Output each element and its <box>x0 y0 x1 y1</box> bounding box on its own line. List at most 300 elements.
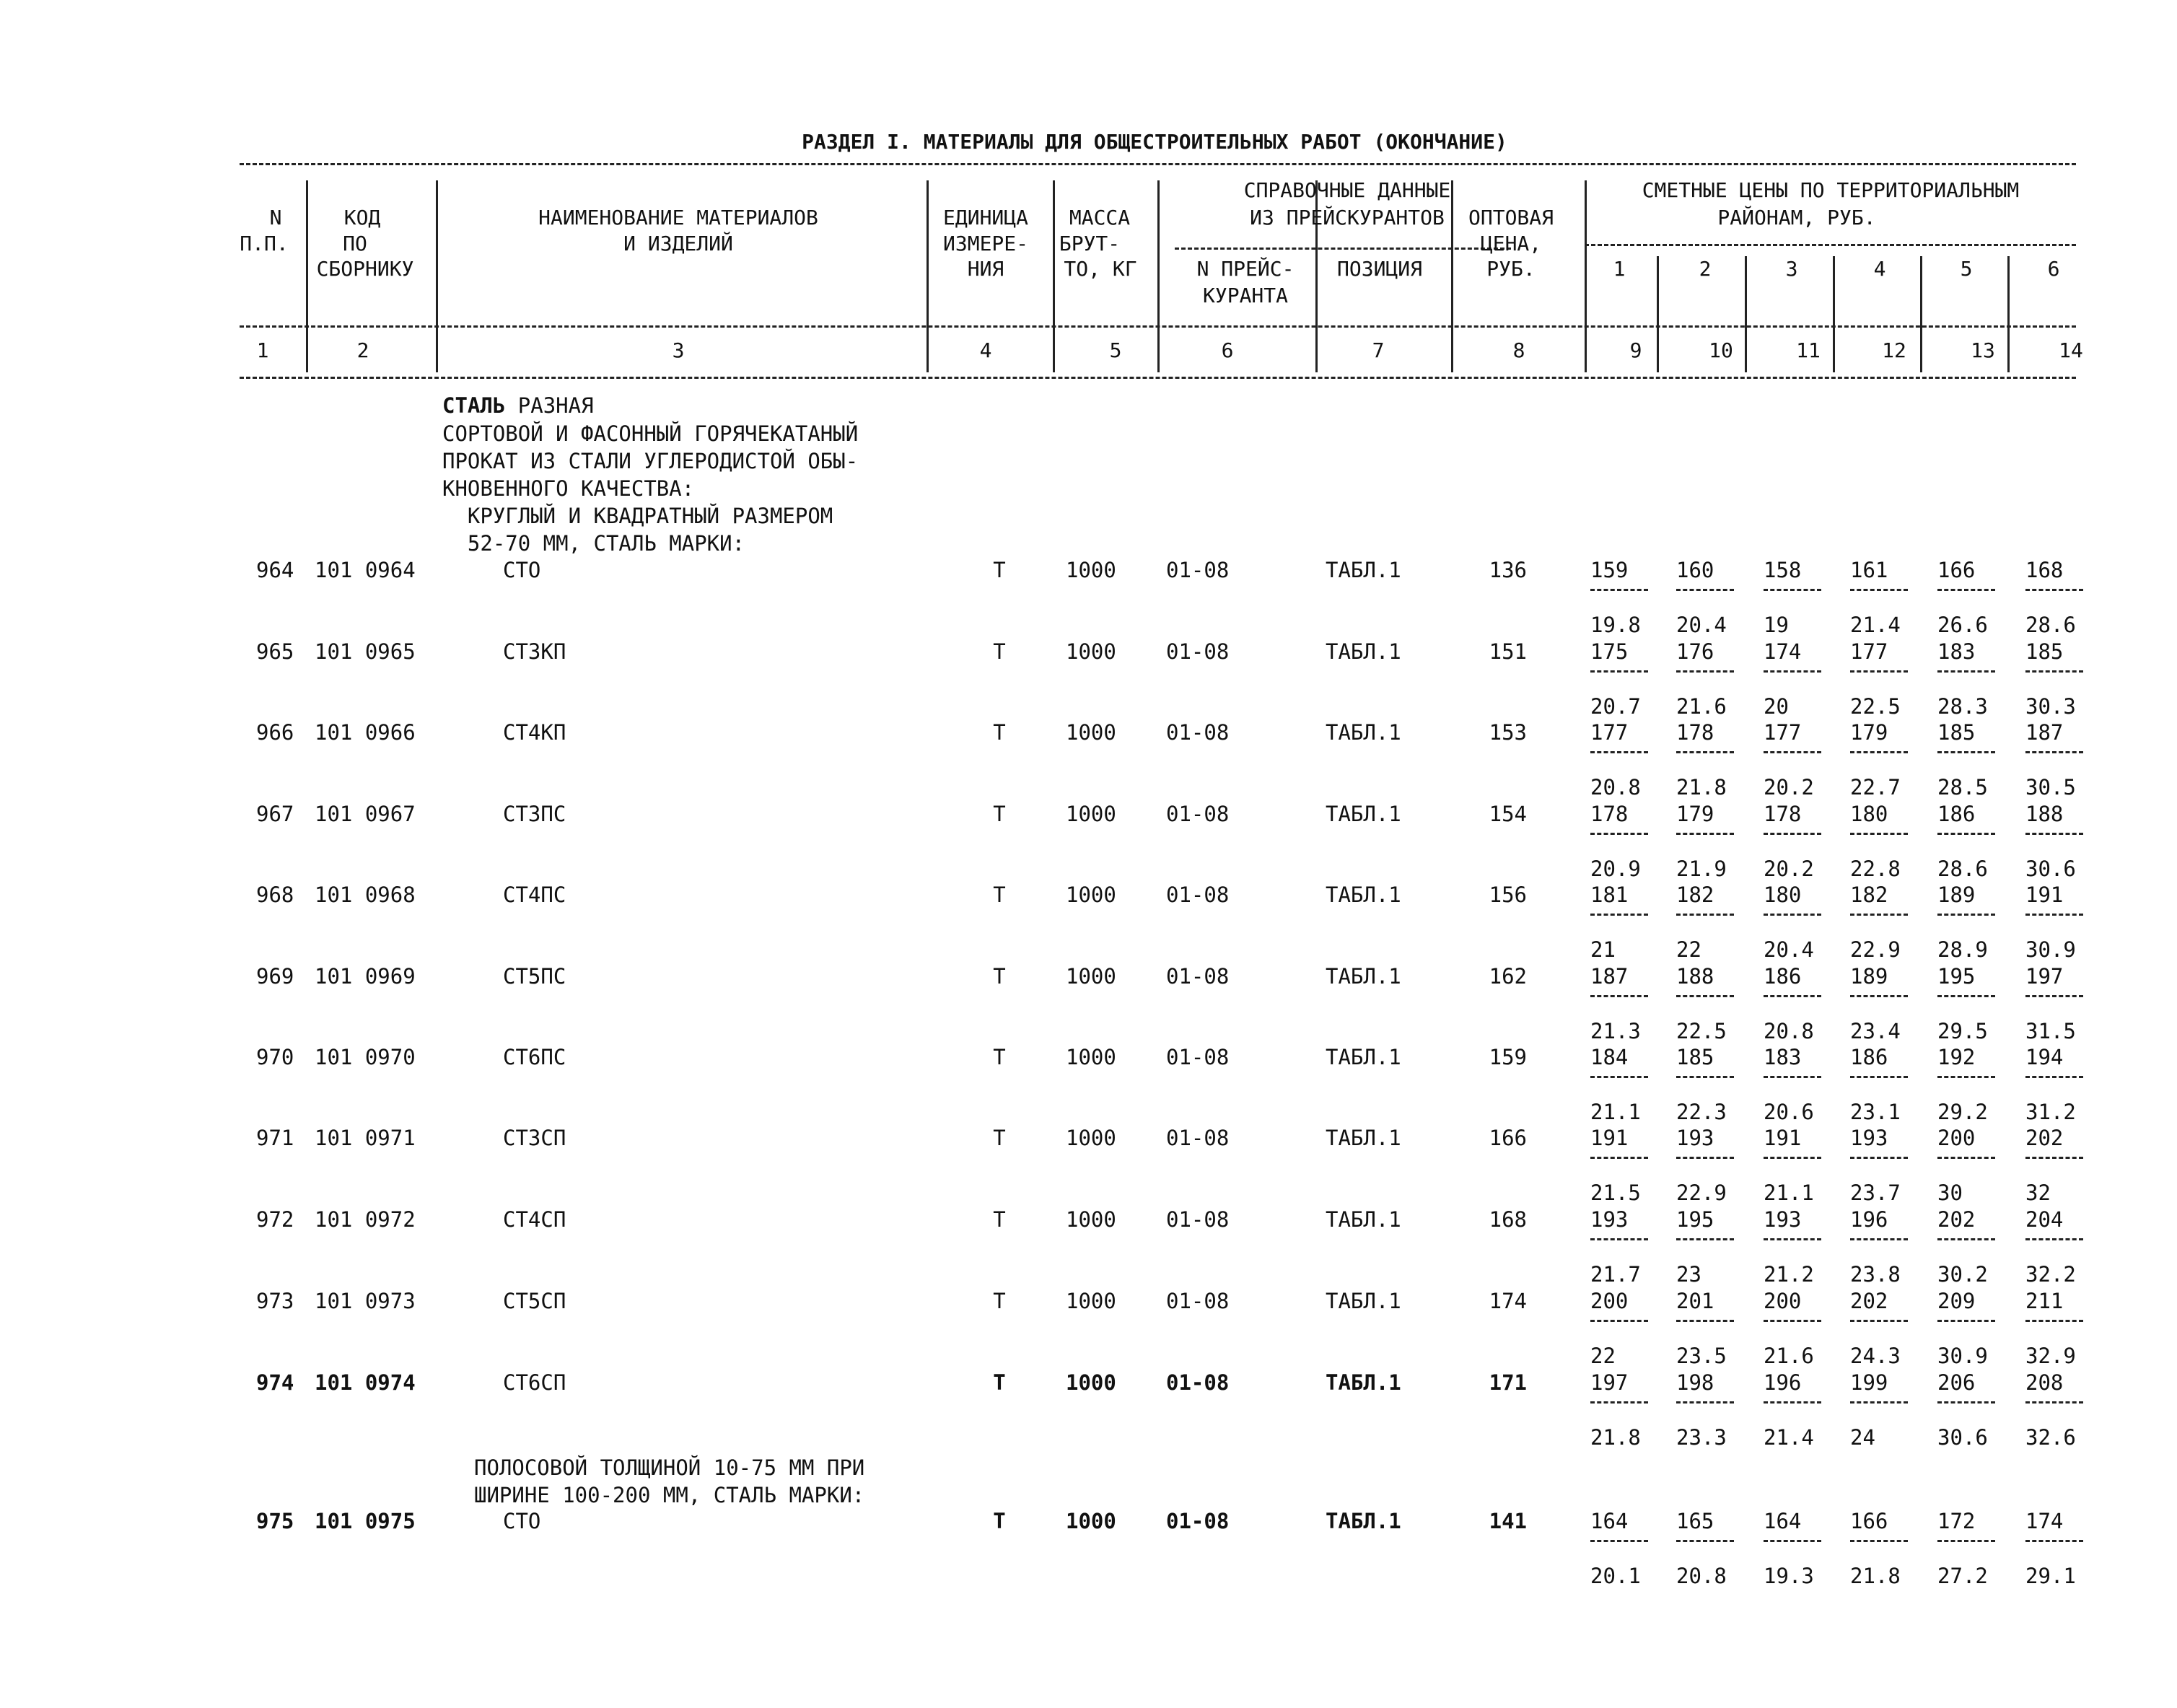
column-number: 9 <box>1629 338 1642 362</box>
row-position: ТАБЛ.1 <box>1326 1509 1401 1533</box>
row-pricelist: 01-08 <box>1166 1126 1230 1150</box>
column-number: 2 <box>356 338 369 362</box>
row-transport-cost: 28.6 <box>1937 857 1988 881</box>
district-column-separator <box>1745 256 1747 372</box>
row-wholesale-price: 162 <box>1489 964 1527 989</box>
row-code: 101 0974 <box>315 1370 416 1395</box>
row-transport-cost: 31.5 <box>2025 1019 2076 1043</box>
intro-line: КНОВЕННОГО КАЧЕСТВА: <box>442 476 695 501</box>
column-number: 10 <box>1709 338 1733 362</box>
fraction-line <box>2025 1076 2083 1078</box>
row-estimate-price: 195 <box>1676 1207 1714 1232</box>
row-transport-cost: 21.7 <box>1590 1262 1641 1287</box>
row-mass: 1000 <box>1066 802 1116 826</box>
row-transport-cost: 28.5 <box>1937 775 1988 800</box>
row-code: 101 0973 <box>315 1289 416 1313</box>
column-number: 1 <box>256 338 269 362</box>
district-column-separator <box>1657 256 1659 372</box>
row-transport-cost: 21.8 <box>1676 775 1727 800</box>
row-transport-cost: 21.1 <box>1590 1100 1641 1124</box>
row-estimate-price: 186 <box>1850 1045 1888 1069</box>
row-estimate-price: 200 <box>1590 1289 1629 1313</box>
row-estimate-price: 193 <box>1764 1207 1802 1232</box>
fraction-line <box>1676 833 1734 835</box>
row-transport-cost: 20.4 <box>1676 613 1727 637</box>
fraction-line <box>1850 1401 1908 1403</box>
fraction-line <box>1764 1540 1821 1542</box>
row-name: СТЗКП <box>503 639 566 664</box>
row-transport-cost: 20.6 <box>1764 1100 1814 1124</box>
row-transport-cost: 28.3 <box>1937 694 1988 719</box>
header-pk-2: КУРАНТА <box>1202 284 1289 307</box>
row-wholesale-price: 141 <box>1489 1509 1527 1533</box>
fraction-line <box>1937 589 1995 591</box>
row-transport-cost: 23.8 <box>1850 1262 1901 1287</box>
fraction-line <box>1590 1157 1648 1159</box>
header-column-separator <box>1157 180 1160 372</box>
row-code: 101 0969 <box>315 964 416 989</box>
fraction-line <box>2025 833 2083 835</box>
row-estimate-price: 185 <box>2025 639 2064 664</box>
row-number: 973 <box>256 1289 294 1313</box>
row-estimate-price: 193 <box>1676 1126 1714 1150</box>
intro-heading-rest: РАЗНАЯ <box>505 393 594 418</box>
row-name: СТЗПС <box>503 802 566 826</box>
fraction-line <box>1937 1157 1995 1159</box>
row-code: 101 0968 <box>315 883 416 907</box>
row-number: 975 <box>256 1509 294 1533</box>
row-estimate-price: 202 <box>1850 1289 1888 1313</box>
row-pricelist: 01-08 <box>1166 1509 1230 1533</box>
intro-heading-bold: СТАЛЬ <box>442 393 506 418</box>
fraction-line <box>2025 1157 2083 1159</box>
row-unit: Т <box>993 1126 1006 1150</box>
row-position: ТАБЛ.1 <box>1326 1289 1401 1313</box>
row-estimate-price: 180 <box>1764 883 1802 907</box>
row-estimate-price: 184 <box>1590 1045 1629 1069</box>
row-estimate-price: 179 <box>1676 802 1714 826</box>
row-estimate-price: 206 <box>1937 1370 1976 1395</box>
row-estimate-price: 185 <box>1676 1045 1714 1069</box>
row-estimate-price: 192 <box>1937 1045 1976 1069</box>
row-transport-cost: 21.3 <box>1590 1019 1641 1043</box>
fraction-line <box>1676 751 1734 753</box>
fraction-line <box>1937 914 1995 916</box>
fraction-line <box>1676 914 1734 916</box>
price-group-rule <box>1585 244 2076 246</box>
header-price-2: ЦЕНА, <box>1480 232 1542 255</box>
row-transport-cost: 23.4 <box>1850 1019 1901 1043</box>
fraction-line <box>1937 1540 1995 1542</box>
row-transport-cost: 30.5 <box>2025 775 2076 800</box>
row-wholesale-price: 171 <box>1489 1370 1527 1395</box>
row-transport-cost: 23.7 <box>1850 1181 1901 1205</box>
row-transport-cost: 27.2 <box>1937 1564 1988 1588</box>
row-transport-cost: 30.6 <box>1937 1425 1988 1450</box>
row-position: ТАБЛ.1 <box>1326 883 1401 907</box>
header-column-separator <box>1053 180 1055 372</box>
row-name: СТО <box>503 1509 541 1533</box>
row-transport-cost: 20.8 <box>1764 1019 1814 1043</box>
intro-line: 52-70 ММ, СТАЛЬ МАРКИ: <box>442 531 745 556</box>
fraction-line <box>1590 1238 1648 1240</box>
row-transport-cost: 30.6 <box>2025 857 2076 881</box>
fraction-line <box>1850 914 1908 916</box>
district-label: 5 <box>1960 257 1973 281</box>
fraction-line <box>2025 751 2083 753</box>
row-mass: 1000 <box>1066 883 1116 907</box>
row-estimate-price: 185 <box>1937 720 1976 745</box>
header-districts-2: РАЙОНАМ, РУБ. <box>1717 206 1876 229</box>
row-wholesale-price: 166 <box>1489 1126 1527 1150</box>
fraction-line <box>1764 1401 1821 1403</box>
row-transport-cost: 22.8 <box>1850 857 1901 881</box>
header-name-1: НАИМЕНОВАНИЕ МАТЕРИАЛОВ <box>538 206 818 229</box>
fraction-line <box>1764 914 1821 916</box>
row-code: 101 0964 <box>315 558 416 582</box>
row-unit: Т <box>993 639 1006 664</box>
header-mass-3: ТО, КГ <box>1064 257 1137 281</box>
row-number: 964 <box>256 558 294 582</box>
row-estimate-price: 198 <box>1676 1370 1714 1395</box>
row-estimate-price: 166 <box>1937 558 1976 582</box>
row-estimate-price: 191 <box>2025 883 2064 907</box>
row-code: 101 0971 <box>315 1126 416 1150</box>
row-transport-cost: 23.1 <box>1850 1100 1901 1124</box>
fraction-line <box>1590 670 1648 673</box>
fraction-line <box>1590 589 1648 591</box>
fraction-line <box>1676 1076 1734 1078</box>
header-column-separator <box>306 180 308 372</box>
row-estimate-price: 177 <box>1764 720 1802 745</box>
row-transport-cost: 30.9 <box>1937 1344 1988 1368</box>
row-position: ТАБЛ.1 <box>1326 639 1401 664</box>
row-estimate-price: 178 <box>1676 720 1714 745</box>
row-transport-cost: 22.5 <box>1676 1019 1727 1043</box>
row-transport-cost: 29.2 <box>1937 1100 1988 1124</box>
row-estimate-price: 159 <box>1590 558 1629 582</box>
row-estimate-price: 161 <box>1850 558 1888 582</box>
header-column-separator <box>436 180 438 372</box>
row-estimate-price: 202 <box>2025 1126 2064 1150</box>
row-transport-cost: 22.7 <box>1850 775 1901 800</box>
row-transport-cost: 22 <box>1590 1344 1616 1368</box>
row-transport-cost: 24 <box>1850 1425 1875 1450</box>
row-estimate-price: 158 <box>1764 558 1802 582</box>
row-position: ТАБЛ.1 <box>1326 964 1401 989</box>
header-code-2: ПО <box>343 232 367 255</box>
row-wholesale-price: 153 <box>1489 720 1527 745</box>
fraction-line <box>1764 833 1821 835</box>
row-estimate-price: 181 <box>1590 883 1629 907</box>
row-transport-cost: 26.6 <box>1937 613 1988 637</box>
row-unit: Т <box>993 1045 1006 1069</box>
row-estimate-price: 178 <box>1590 802 1629 826</box>
row-estimate-price: 193 <box>1850 1126 1888 1150</box>
row-estimate-price: 177 <box>1590 720 1629 745</box>
header-price-3: РУБ. <box>1486 257 1536 281</box>
row-pricelist: 01-08 <box>1166 964 1230 989</box>
row-estimate-price: 183 <box>1937 639 1976 664</box>
header-mass-2: БРУТ- <box>1059 232 1121 255</box>
row-estimate-price: 204 <box>2025 1207 2064 1232</box>
row-position: ТАБЛ.1 <box>1326 802 1401 826</box>
row-transport-cost: 32.6 <box>2025 1425 2076 1450</box>
column-number: 5 <box>1109 338 1122 362</box>
row-transport-cost: 20.2 <box>1764 775 1814 800</box>
row-transport-cost: 20.8 <box>1676 1564 1727 1588</box>
row-wholesale-price: 156 <box>1489 883 1527 907</box>
fraction-line <box>1850 1540 1908 1542</box>
row-wholesale-price: 136 <box>1489 558 1527 582</box>
row-estimate-price: 191 <box>1764 1126 1802 1150</box>
row-estimate-price: 209 <box>1937 1289 1976 1313</box>
row-estimate-price: 187 <box>2025 720 2064 745</box>
row-code: 101 0965 <box>315 639 416 664</box>
column-number: 8 <box>1512 338 1525 362</box>
header-position: ПОЗИЦИЯ <box>1336 257 1423 281</box>
fraction-line <box>1590 833 1648 835</box>
row-unit: Т <box>993 883 1006 907</box>
row-estimate-price: 196 <box>1764 1370 1802 1395</box>
fraction-line <box>1850 1076 1908 1078</box>
row-pricelist: 01-08 <box>1166 639 1230 664</box>
row-position: ТАБЛ.1 <box>1326 1045 1401 1069</box>
district-label: 4 <box>1873 257 1886 281</box>
header-n: N <box>269 206 282 229</box>
row-estimate-price: 201 <box>1676 1289 1714 1313</box>
row-estimate-price: 182 <box>1850 883 1888 907</box>
row-mass: 1000 <box>1066 1509 1116 1533</box>
row-estimate-price: 194 <box>2025 1045 2064 1069</box>
fraction-line <box>1937 995 1995 997</box>
fraction-line <box>1937 833 1995 835</box>
fraction-line <box>1590 995 1648 997</box>
row-estimate-price: 176 <box>1676 639 1714 664</box>
column-number: 4 <box>979 338 992 362</box>
fraction-line <box>1937 1238 1995 1240</box>
row-code: 101 0972 <box>315 1207 416 1232</box>
fraction-line <box>1850 751 1908 753</box>
fraction-line <box>1676 1238 1734 1240</box>
fraction-line <box>2025 1401 2083 1403</box>
row-transport-cost: 20.4 <box>1764 937 1814 962</box>
fraction-line <box>1764 1238 1821 1240</box>
row-name: СТ6СП <box>503 1370 566 1395</box>
row-transport-cost: 19.3 <box>1764 1564 1814 1588</box>
fraction-line <box>1850 1238 1908 1240</box>
row-estimate-price: 196 <box>1850 1207 1888 1232</box>
row-estimate-price: 177 <box>1850 639 1888 664</box>
row-estimate-price: 164 <box>1764 1509 1802 1533</box>
row-transport-cost: 24.3 <box>1850 1344 1901 1368</box>
row-mass: 1000 <box>1066 720 1116 745</box>
row-estimate-price: 200 <box>1937 1126 1976 1150</box>
row-transport-cost: 19.8 <box>1590 613 1641 637</box>
row-transport-cost: 21.8 <box>1850 1564 1901 1588</box>
row-number: 974 <box>256 1370 294 1395</box>
fraction-line <box>1590 751 1648 753</box>
row-number: 971 <box>256 1126 294 1150</box>
row-position: ТАБЛ.1 <box>1326 1370 1401 1395</box>
row-transport-cost: 30.9 <box>2025 937 2076 962</box>
row-estimate-price: 202 <box>1937 1207 1976 1232</box>
header-ref-2: ИЗ ПРЕЙСКУРАНТОВ <box>1250 206 1445 229</box>
row-code: 101 0966 <box>315 720 416 745</box>
row-position: ТАБЛ.1 <box>1326 558 1401 582</box>
row-estimate-price: 188 <box>2025 802 2064 826</box>
row-estimate-price: 186 <box>1937 802 1976 826</box>
intro-line: СОРТОВОЙ И ФАСОННЫЙ ГОРЯЧЕКАТАНЫЙ <box>442 421 859 446</box>
fraction-line <box>1764 589 1821 591</box>
fraction-line <box>2025 589 2083 591</box>
fraction-line <box>1676 670 1734 673</box>
fraction-line <box>1764 751 1821 753</box>
column-number: 6 <box>1221 338 1234 362</box>
row-name: СТ5ПС <box>503 964 566 989</box>
row-estimate-price: 187 <box>1590 964 1629 989</box>
row-transport-cost: 21.6 <box>1676 694 1727 719</box>
row-pricelist: 01-08 <box>1166 802 1230 826</box>
sub-intro-line: ШИРИНЕ 100-200 ММ, СТАЛЬ МАРКИ: <box>474 1483 865 1507</box>
row-estimate-price: 174 <box>1764 639 1802 664</box>
header-code-1: КОД <box>343 206 381 229</box>
fraction-line <box>1590 1320 1648 1322</box>
fraction-line <box>1676 1320 1734 1322</box>
fraction-line <box>2025 670 2083 673</box>
row-transport-cost: 19 <box>1764 613 1789 637</box>
row-name: СТ6ПС <box>503 1045 566 1069</box>
row-mass: 1000 <box>1066 639 1116 664</box>
row-estimate-price: 164 <box>1590 1509 1629 1533</box>
row-transport-cost: 21.1 <box>1764 1181 1814 1205</box>
district-column-separator <box>2007 256 2010 372</box>
fraction-line <box>1850 1157 1908 1159</box>
row-estimate-price: 172 <box>1937 1509 1976 1533</box>
header-districts-1: СМЕТНЫЕ ЦЕНЫ ПО ТЕРРИТОРИАЛЬНЫМ <box>1642 178 2020 202</box>
fraction-line <box>1937 1076 1995 1078</box>
row-wholesale-price: 154 <box>1489 802 1527 826</box>
row-estimate-price: 197 <box>1590 1370 1629 1395</box>
row-unit: Т <box>993 1370 1006 1395</box>
row-transport-cost: 20.9 <box>1590 857 1641 881</box>
row-estimate-price: 200 <box>1764 1289 1802 1313</box>
row-estimate-price: 197 <box>2025 964 2064 989</box>
row-estimate-price: 160 <box>1676 558 1714 582</box>
fraction-line <box>1590 914 1648 916</box>
row-unit: Т <box>993 964 1006 989</box>
row-pricelist: 01-08 <box>1166 1207 1230 1232</box>
fraction-line <box>2025 914 2083 916</box>
row-transport-cost: 22.9 <box>1850 937 1901 962</box>
fraction-line <box>1676 1157 1734 1159</box>
intro-line: КРУГЛЫЙ И КВАДРАТНЫЙ РАЗМЕРОМ <box>442 504 833 528</box>
row-transport-cost: 21.5 <box>1590 1181 1641 1205</box>
row-pricelist: 01-08 <box>1166 883 1230 907</box>
fraction-line <box>1764 1076 1821 1078</box>
header-column-separator <box>1585 180 1587 372</box>
row-number: 966 <box>256 720 294 745</box>
fraction-line <box>1590 1401 1648 1403</box>
ref-group-rule <box>1175 248 1511 250</box>
header-top-rule <box>240 163 2076 165</box>
row-estimate-price: 189 <box>1850 964 1888 989</box>
row-estimate-price: 165 <box>1676 1509 1714 1533</box>
district-label: 1 <box>1613 257 1626 281</box>
fraction-line <box>1590 1540 1648 1542</box>
district-label: 6 <box>2047 257 2060 281</box>
column-number: 14 <box>2059 338 2083 362</box>
row-mass: 1000 <box>1066 964 1116 989</box>
row-wholesale-price: 151 <box>1489 639 1527 664</box>
column-number: 3 <box>672 338 685 362</box>
row-wholesale-price: 174 <box>1489 1289 1527 1313</box>
fraction-line <box>2025 1238 2083 1240</box>
district-label: 3 <box>1785 257 1798 281</box>
row-number: 972 <box>256 1207 294 1232</box>
fraction-line <box>1850 589 1908 591</box>
column-number: 11 <box>1796 338 1821 362</box>
row-estimate-price: 199 <box>1850 1370 1888 1395</box>
row-transport-cost: 21.6 <box>1764 1344 1814 1368</box>
header-name-2: И ИЗДЕЛИЙ <box>623 232 733 255</box>
column-number: 7 <box>1372 338 1385 362</box>
row-estimate-price: 193 <box>1590 1207 1629 1232</box>
row-code: 101 0970 <box>315 1045 416 1069</box>
header-unit-3: НИЯ <box>967 257 1004 281</box>
row-number: 967 <box>256 802 294 826</box>
fraction-line <box>1590 1076 1648 1078</box>
row-transport-cost: 28.6 <box>2025 613 2076 637</box>
row-pricelist: 01-08 <box>1166 1289 1230 1313</box>
header-mass-1: МАССА <box>1069 206 1131 229</box>
row-number: 969 <box>256 964 294 989</box>
row-transport-cost: 21.4 <box>1764 1425 1814 1450</box>
header-ref-1: СПРАВОЧНЫЕ ДАННЫЕ <box>1243 178 1451 202</box>
fraction-line <box>1937 1320 1995 1322</box>
row-mass: 1000 <box>1066 1289 1116 1313</box>
row-mass: 1000 <box>1066 1045 1116 1069</box>
fraction-line <box>1850 995 1908 997</box>
row-transport-cost: 21.9 <box>1676 857 1727 881</box>
header-bottom-rule <box>240 377 2076 379</box>
row-code: 101 0967 <box>315 802 416 826</box>
row-transport-cost: 21.2 <box>1764 1262 1814 1287</box>
row-transport-cost: 29.1 <box>2025 1564 2076 1588</box>
fraction-line <box>1937 1401 1995 1403</box>
sub-intro-line: ПОЛОСОВОЙ ТОЛЩИНОЙ 10-75 ММ ПРИ <box>474 1455 865 1480</box>
row-pricelist: 01-08 <box>1166 720 1230 745</box>
intro-heading <box>442 395 594 416</box>
fraction-line <box>1676 995 1734 997</box>
row-transport-cost: 20.1 <box>1590 1564 1641 1588</box>
fraction-line <box>2025 995 2083 997</box>
row-estimate-price: 208 <box>2025 1370 2064 1395</box>
row-estimate-price: 188 <box>1676 964 1714 989</box>
row-transport-cost: 21.4 <box>1850 613 1901 637</box>
row-transport-cost: 31.2 <box>2025 1100 2076 1124</box>
fraction-line <box>1850 670 1908 673</box>
fraction-line <box>1764 670 1821 673</box>
row-transport-cost: 21 <box>1590 937 1616 962</box>
row-estimate-price: 168 <box>2025 558 2064 582</box>
row-number: 968 <box>256 883 294 907</box>
row-position: ТАБЛ.1 <box>1326 1126 1401 1150</box>
row-transport-cost: 20.7 <box>1590 694 1641 719</box>
row-unit: Т <box>993 1207 1006 1232</box>
row-unit: Т <box>993 1289 1006 1313</box>
row-name: СТ4ПС <box>503 883 566 907</box>
